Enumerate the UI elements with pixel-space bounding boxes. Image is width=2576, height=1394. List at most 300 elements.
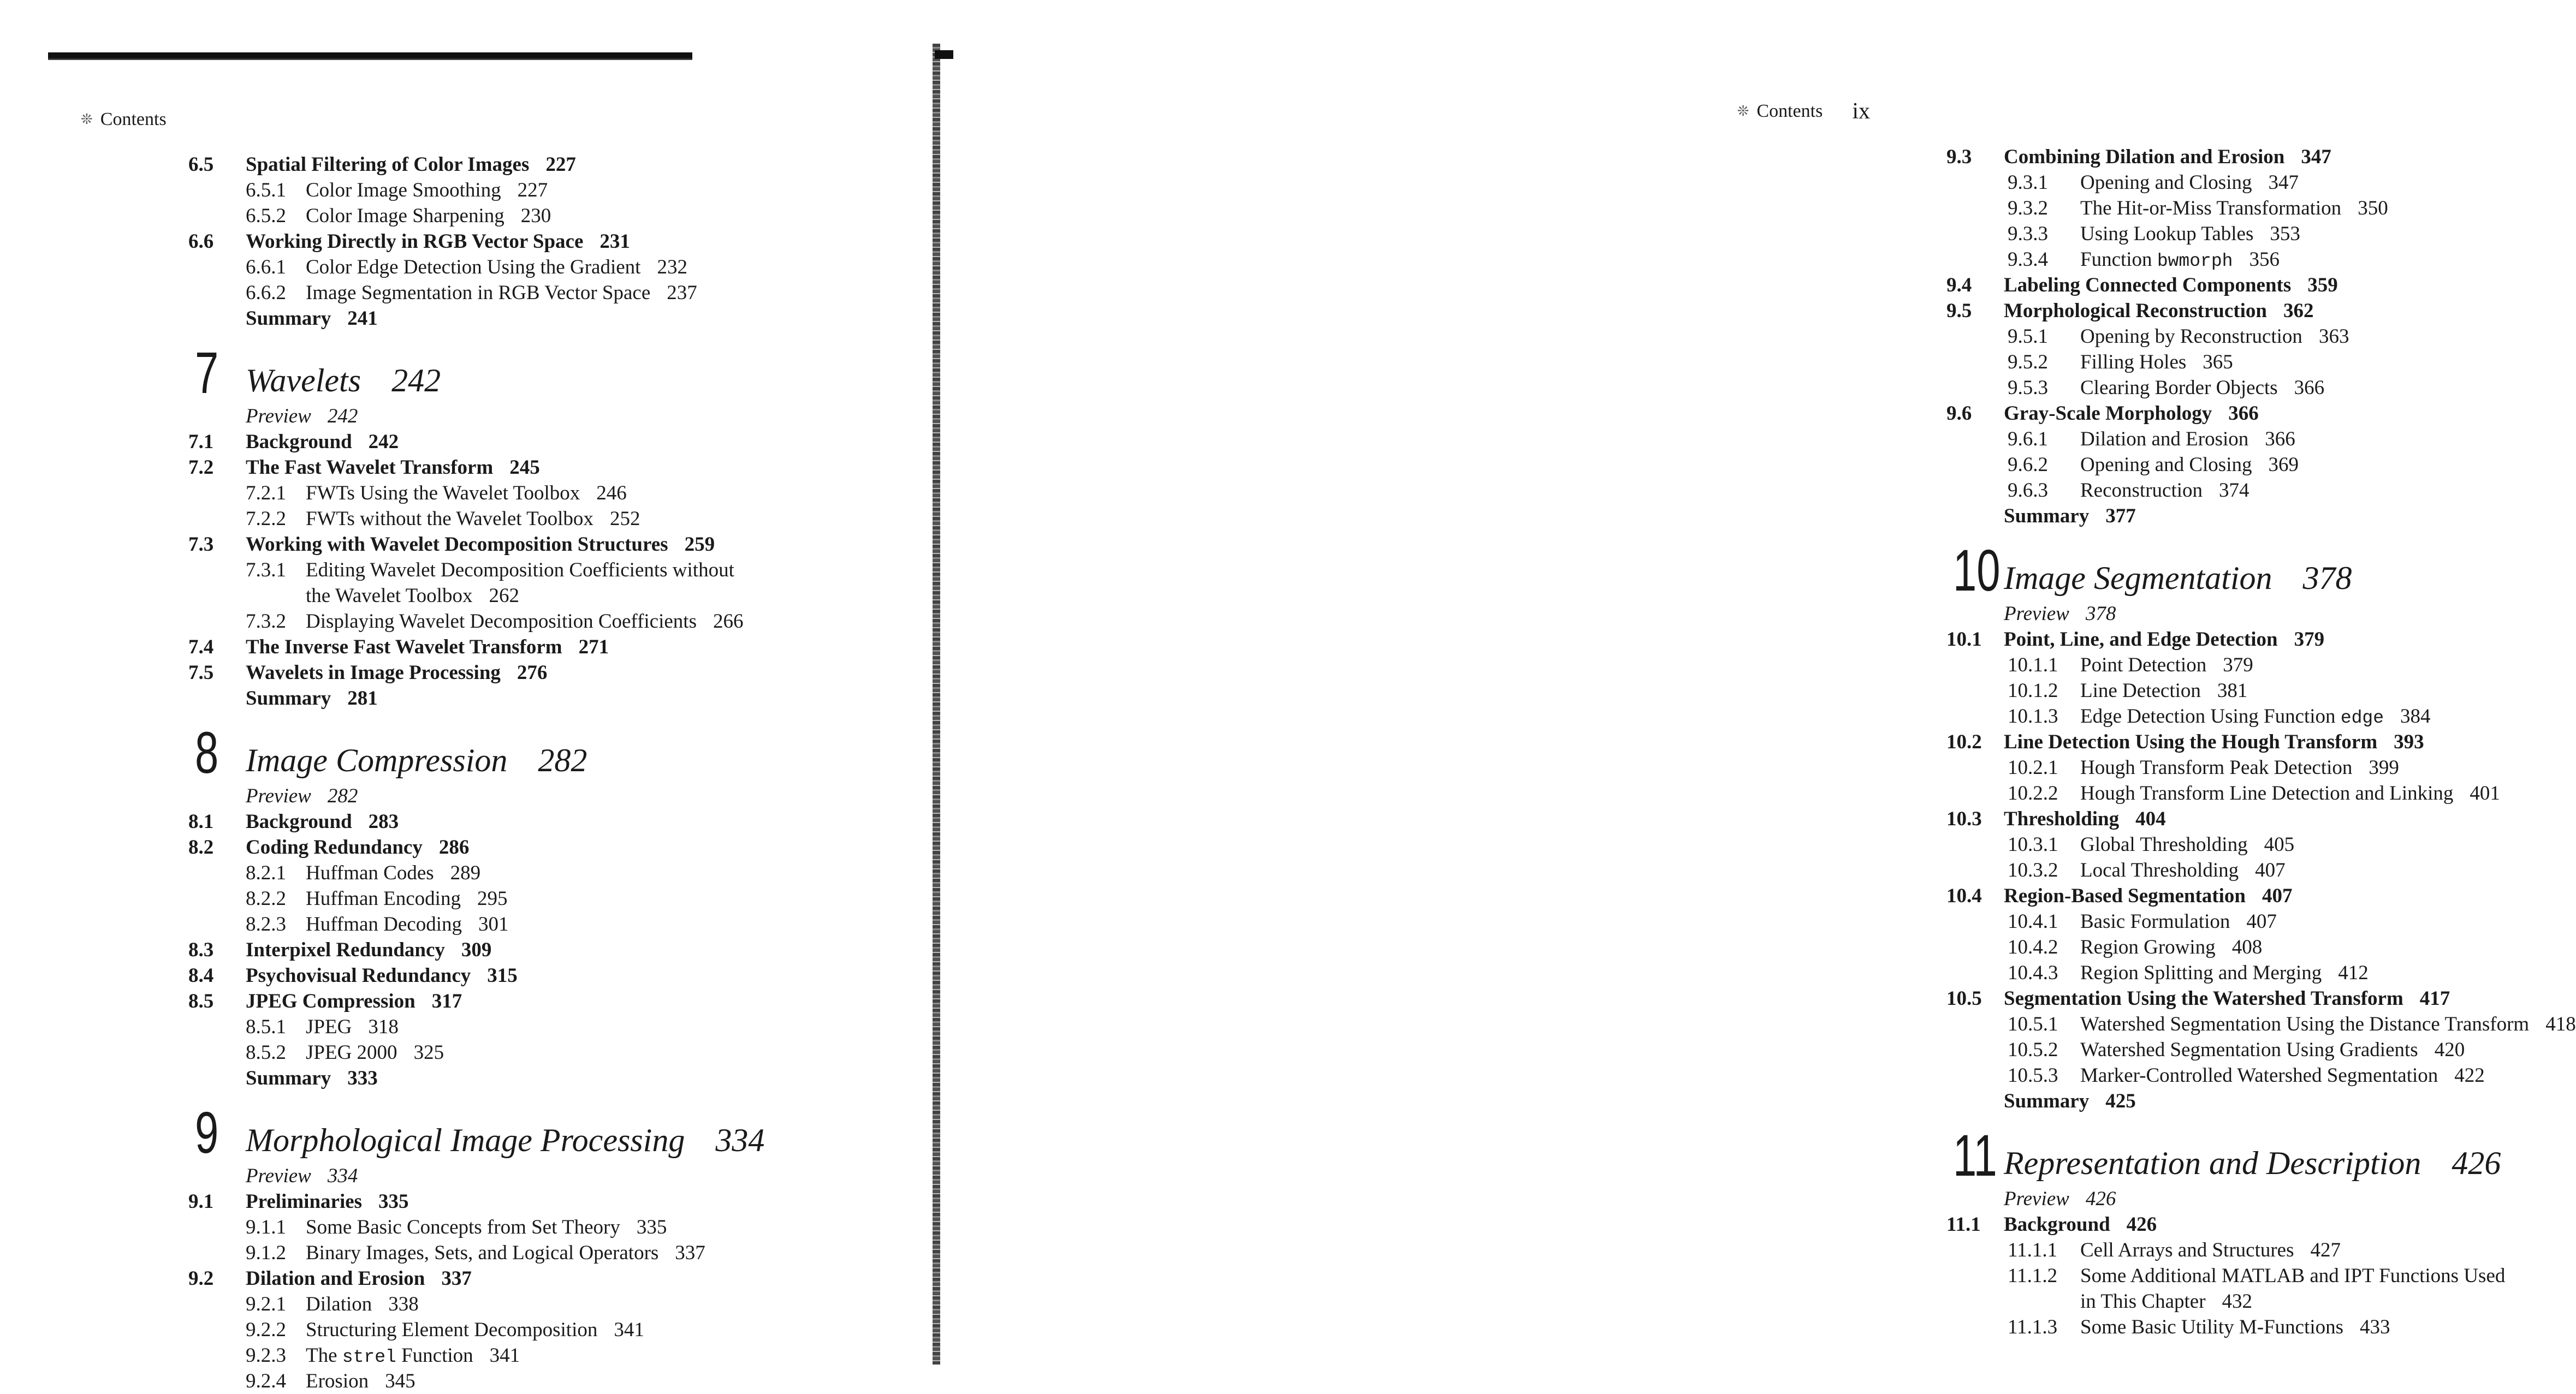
section-number: 11.1.3 xyxy=(2008,1316,2058,1338)
section-number: 8.5.2 xyxy=(246,1041,286,1064)
section-title-text: Working with Wavelet Decomposition Structures xyxy=(246,533,668,556)
section-title-text: Erosion xyxy=(306,1370,369,1392)
page-number: 359 xyxy=(2307,274,2338,296)
section-title xyxy=(246,1163,358,1189)
section-title xyxy=(2080,1011,2576,1037)
ornament-icon: ❊ xyxy=(1737,103,1749,119)
section-title xyxy=(246,1189,409,1214)
page-number: 418 xyxy=(2545,1013,2576,1035)
section-number: 11.1 xyxy=(1946,1213,1981,1236)
section-title-text: Dilation xyxy=(306,1293,372,1315)
section-title xyxy=(2004,627,2324,652)
section-title xyxy=(306,583,519,609)
running-head-label: Contents xyxy=(1756,101,1823,121)
code-name: strel xyxy=(342,1347,396,1367)
section-title xyxy=(2080,909,2277,934)
section-title xyxy=(2004,144,2331,170)
section-title xyxy=(2080,375,2324,401)
section-title-text: Dilation and Erosion xyxy=(246,1267,425,1290)
section-title xyxy=(246,835,469,860)
page-number: 227 xyxy=(517,179,548,201)
section-title-text: Some Basic Utility M-Functions xyxy=(2080,1316,2344,1338)
page-number: 318 xyxy=(368,1016,399,1038)
page-number: 242 xyxy=(327,405,358,427)
section-number: 7.3.1 xyxy=(246,559,286,581)
page-number: 262 xyxy=(489,585,519,607)
section-title xyxy=(246,634,609,660)
section-title xyxy=(2004,883,2292,909)
section-title xyxy=(246,152,576,177)
chapter-title-text: Image Compression xyxy=(246,742,508,778)
section-title-text: Dilation and Erosion xyxy=(2080,428,2249,450)
page-number: 401 xyxy=(2470,782,2500,805)
page-number: 377 xyxy=(2105,505,2136,527)
page-number: 341 xyxy=(489,1344,520,1367)
page-number: 425 xyxy=(2105,1090,2136,1112)
section-title xyxy=(2004,806,2166,832)
section-title-text: Huffman Codes xyxy=(306,862,434,884)
section-title-text: Using Lookup Tables xyxy=(2080,223,2254,245)
chapter-title-text: Morphological Image Processing xyxy=(246,1122,685,1158)
section-title-text: Interpixel Redundancy xyxy=(246,939,445,961)
section-title xyxy=(246,783,358,809)
section-title xyxy=(306,1040,444,1065)
section-title-text: Marker-Controlled Watershed Segmentation xyxy=(2080,1064,2438,1087)
section-title-text: Huffman Encoding xyxy=(306,887,461,910)
section-title xyxy=(306,177,548,203)
section-number: 6.5.2 xyxy=(246,205,286,227)
page-number: 369 xyxy=(2268,454,2299,476)
page-number: 231 xyxy=(600,230,630,253)
section-number: 8.4 xyxy=(188,964,214,987)
section-title xyxy=(2080,832,2294,857)
section-number: 10.5.1 xyxy=(2008,1013,2058,1035)
section-number: 9.5.2 xyxy=(2008,351,2048,373)
chapter-number: 10 xyxy=(1953,537,2001,603)
chapter-title xyxy=(246,1118,764,1162)
section-number: 10.1.2 xyxy=(2008,680,2058,702)
section-title xyxy=(246,229,630,254)
section-title-text: Structuring Element Decomposition xyxy=(306,1319,598,1341)
section-title xyxy=(2004,503,2136,529)
page-number: 286 xyxy=(438,836,470,859)
section-number: 7.2.2 xyxy=(246,508,286,530)
section-title xyxy=(306,480,627,506)
section-number: 10.5 xyxy=(1946,987,1982,1010)
chapter-number: 8 xyxy=(195,719,219,785)
page-number: 237 xyxy=(667,282,697,304)
section-title-text: Watershed Segmentation Using Gradients xyxy=(2080,1039,2418,1061)
section-title-text: Combining Dilation and Erosion xyxy=(2004,146,2285,168)
section-title-text: Preview xyxy=(246,1165,311,1187)
page-number: 378 xyxy=(2085,603,2116,625)
section-title-text: Function xyxy=(2080,248,2152,271)
section-title xyxy=(246,1065,378,1091)
page-number: 334 xyxy=(327,1165,358,1187)
section-title-text: Background xyxy=(246,431,352,453)
section-number: 10.5.2 xyxy=(2008,1039,2058,1061)
chapter-title-text: Wavelets xyxy=(246,362,361,398)
page-number: 381 xyxy=(2217,680,2248,702)
section-title-text: Region Growing xyxy=(2080,936,2216,958)
section-title xyxy=(246,937,491,963)
section-title xyxy=(2080,221,2300,247)
section-number: 9.1 xyxy=(188,1190,214,1213)
page-number: 276 xyxy=(517,662,548,684)
chapter-number: 9 xyxy=(195,1099,219,1165)
chapter-number: 11 xyxy=(1953,1122,1997,1188)
section-number: 6.6.2 xyxy=(246,282,286,304)
section-title xyxy=(306,506,640,532)
page-number: 404 xyxy=(2135,808,2166,830)
page-number: 266 xyxy=(713,610,744,633)
section-title xyxy=(306,1343,520,1370)
section-title xyxy=(2080,426,2295,452)
page-number: 427 xyxy=(2310,1239,2341,1261)
section-number: 10.5.3 xyxy=(2008,1064,2058,1087)
section-title xyxy=(306,254,687,280)
page-number: 407 xyxy=(2246,910,2277,933)
page-number: 341 xyxy=(614,1319,644,1341)
section-number: 6.6 xyxy=(188,230,214,253)
page-gutter xyxy=(933,44,940,1365)
page-number: 426 xyxy=(2126,1213,2157,1236)
page-number: 241 xyxy=(347,307,378,330)
section-title-text: The xyxy=(306,1344,337,1367)
page-folio: ix xyxy=(1852,99,1870,124)
section-title-text: Preview xyxy=(2004,1188,2069,1210)
section-number: 9.3 xyxy=(1946,146,1972,168)
page-number: 335 xyxy=(378,1190,409,1213)
section-number: 9.3.3 xyxy=(2008,223,2048,245)
section-title-text: Edge Detection Using Function xyxy=(2080,705,2336,728)
page-number: 366 xyxy=(2294,377,2325,399)
section-title-text: FWTs without the Wavelet Toolbox xyxy=(306,508,593,530)
section-number: 9.3.1 xyxy=(2008,171,2048,194)
section-title-text: Background xyxy=(2004,1213,2110,1236)
section-title-text: FWTs Using the Wavelet Toolbox xyxy=(306,482,580,504)
section-number: 10.2.2 xyxy=(2008,782,2058,805)
section-number: 7.3 xyxy=(188,533,214,556)
page-number: 325 xyxy=(413,1041,444,1064)
chapter-title xyxy=(2004,556,2352,600)
section-title xyxy=(2080,704,2431,731)
page-number: 366 xyxy=(2265,428,2295,450)
ornament-icon: ❊ xyxy=(81,111,93,127)
section-title xyxy=(306,1240,705,1266)
page-number: 420 xyxy=(2434,1039,2465,1061)
page-number: 283 xyxy=(368,811,399,833)
page-number: 412 xyxy=(2338,962,2369,984)
section-number: 9.1.2 xyxy=(246,1242,286,1264)
section-title-text: Opening and Closing xyxy=(2080,171,2252,194)
section-title-text: Summary xyxy=(246,687,331,710)
section-number: 7.4 xyxy=(188,636,214,658)
section-number: 10.1.3 xyxy=(2008,705,2058,728)
section-title-text: Opening and Closing xyxy=(2080,454,2252,476)
section-title xyxy=(2080,678,2247,704)
chapter-page-number: 426 xyxy=(2452,1145,2501,1181)
section-title-text: in This Chapter xyxy=(2080,1290,2206,1313)
section-title-text: Preview xyxy=(246,785,311,807)
section-number: 9.2.4 xyxy=(246,1370,286,1392)
section-title-text: Segmentation Using the Watershed Transform xyxy=(2004,987,2403,1010)
page-number: 242 xyxy=(368,431,399,453)
section-title-text: Some Basic Concepts from Set Theory xyxy=(306,1216,620,1238)
section-title-text: Preview xyxy=(246,405,311,427)
section-number: 8.2.1 xyxy=(246,862,286,884)
page-number: 282 xyxy=(327,785,358,807)
page-number: 365 xyxy=(2203,351,2233,373)
section-title-text: Working Directly in RGB Vector Space xyxy=(246,230,584,253)
section-number: 9.2 xyxy=(188,1267,214,1290)
section-number: 10.4.3 xyxy=(2008,962,2058,984)
section-number: 11.1.1 xyxy=(2008,1239,2058,1261)
page-number: 232 xyxy=(657,256,687,278)
section-title xyxy=(2080,652,2253,678)
chapter-title xyxy=(246,359,441,402)
section-title xyxy=(2080,452,2299,478)
page-number: 408 xyxy=(2231,936,2263,958)
page-number: 301 xyxy=(478,913,509,936)
section-title xyxy=(2080,170,2299,195)
section-title-text: Point, Line, and Edge Detection xyxy=(2004,628,2278,651)
section-title-text: Thresholding xyxy=(2004,808,2120,830)
chapter-number: 7 xyxy=(195,339,219,406)
section-number: 9.6.2 xyxy=(2008,454,2048,476)
section-title-text: Line Detection Using the Hough Transform xyxy=(2004,731,2378,753)
page-number: 366 xyxy=(2228,402,2259,425)
section-title xyxy=(2080,1314,2390,1340)
section-title xyxy=(2080,324,2349,349)
section-title xyxy=(306,886,507,912)
chapter-page-number: 334 xyxy=(715,1122,765,1158)
section-title xyxy=(2004,729,2424,755)
section-title-text: Color Edge Detection Using the Gradient xyxy=(306,256,641,278)
page-number: 345 xyxy=(385,1370,416,1392)
section-title xyxy=(2080,857,2286,883)
section-title xyxy=(306,1368,416,1394)
section-title-text: Preview xyxy=(2004,603,2069,625)
section-title xyxy=(306,860,480,886)
section-title-text: Watershed Segmentation Using the Distance Transform xyxy=(2080,1013,2530,1035)
section-number: 9.5.1 xyxy=(2008,325,2048,348)
page-number: 384 xyxy=(2400,705,2431,728)
section-number: 11.1.2 xyxy=(2008,1265,2058,1287)
section-title xyxy=(2080,195,2388,221)
section-title xyxy=(246,403,358,429)
page-number: 353 xyxy=(2270,223,2300,245)
section-title-text: Hough Transform Line Detection and Linking xyxy=(2080,782,2454,805)
section-number: 8.2.3 xyxy=(246,913,286,936)
section-title-text: Psychovisual Redundancy xyxy=(246,964,471,987)
section-title-text: Displaying Wavelet Decomposition Coefficients xyxy=(306,610,697,633)
page-number: 393 xyxy=(2394,731,2424,753)
section-title-text: Labeling Connected Components xyxy=(2004,274,2292,296)
page-number: 259 xyxy=(684,533,715,556)
section-number: 10.4 xyxy=(1946,885,1982,907)
section-number: 9.6 xyxy=(1946,402,1972,425)
section-number: 10.3.2 xyxy=(2008,859,2058,881)
section-title xyxy=(246,455,540,480)
section-title xyxy=(246,306,378,331)
running-head-left xyxy=(81,109,167,130)
section-title-text: Color Image Sharpening xyxy=(306,205,504,227)
chapter-page-number: 378 xyxy=(2302,560,2352,596)
section-title xyxy=(2004,1088,2136,1114)
page-number: 433 xyxy=(2360,1316,2390,1338)
section-title xyxy=(2080,1063,2485,1088)
section-title xyxy=(306,912,509,937)
section-number: 8.1 xyxy=(188,811,214,833)
section-number: 10.1 xyxy=(1946,628,1982,651)
section-number: 10.4.2 xyxy=(2008,936,2058,958)
page-number: 252 xyxy=(609,508,640,530)
page-number: 246 xyxy=(596,482,627,504)
section-title xyxy=(2080,960,2369,986)
section-title xyxy=(246,988,462,1014)
section-title xyxy=(2080,478,2249,503)
section-title xyxy=(246,429,399,455)
page-number: 289 xyxy=(450,862,481,884)
section-title-text: JPEG 2000 xyxy=(306,1041,397,1064)
right-page xyxy=(950,0,2576,1362)
section-number: 10.3.1 xyxy=(2008,833,2058,856)
page-number: 363 xyxy=(2318,325,2349,348)
chapter-page-number: 282 xyxy=(538,742,587,778)
section-title-text: Region-Based Segmentation xyxy=(2004,885,2246,907)
section-title-text: Editing Wavelet Decomposition Coefficients without xyxy=(306,559,734,581)
section-title-text: Spatial Filtering of Color Images xyxy=(246,153,530,176)
section-number: 9.5 xyxy=(1946,300,1972,322)
section-title-text: Local Thresholding xyxy=(2080,859,2239,881)
section-title-text: Some Additional MATLAB and IPT Functions Used xyxy=(2080,1265,2506,1287)
page-number: 362 xyxy=(2283,300,2314,322)
running-head-right xyxy=(1737,98,1870,124)
page-number: 271 xyxy=(578,636,609,658)
page-number: 347 xyxy=(2301,146,2331,168)
page-number: 281 xyxy=(347,687,378,710)
page-number: 422 xyxy=(2454,1064,2485,1087)
section-title xyxy=(2080,1263,2505,1289)
section-number: 8.3 xyxy=(188,939,214,961)
section-title-text: The Inverse Fast Wavelet Transform xyxy=(246,636,562,658)
section-title-text: Summary xyxy=(2004,505,2090,527)
section-title xyxy=(306,203,551,229)
page-number: 295 xyxy=(477,887,508,910)
page-number: 407 xyxy=(2255,859,2286,881)
section-title-text: Global Thresholding xyxy=(2080,833,2248,856)
section-title xyxy=(306,1014,399,1040)
page-number: 337 xyxy=(441,1267,472,1290)
section-title xyxy=(306,1317,644,1343)
section-title xyxy=(306,1214,667,1240)
section-number: 10.2.1 xyxy=(2008,756,2058,779)
left-page xyxy=(0,0,928,1392)
section-title xyxy=(306,557,734,583)
section-number: 7.1 xyxy=(188,431,214,453)
page-number: 245 xyxy=(509,456,540,479)
section-title xyxy=(306,1291,419,1317)
page-number: 432 xyxy=(2222,1290,2253,1313)
section-title-text: Reconstruction xyxy=(2080,479,2203,502)
code-name: bwmorph xyxy=(2157,251,2233,271)
code-name: edge xyxy=(2340,708,2384,728)
section-title xyxy=(246,660,547,686)
section-title-text: Binary Images, Sets, and Logical Operators xyxy=(306,1242,659,1264)
page-number: 309 xyxy=(461,939,492,961)
section-title-text: Huffman Decoding xyxy=(306,913,462,936)
section-title-text: Cell Arrays and Structures xyxy=(2080,1239,2294,1261)
section-title-text: Point Detection xyxy=(2080,654,2207,676)
section-number: 9.6.1 xyxy=(2008,428,2048,450)
section-title-text: Filling Holes xyxy=(2080,351,2187,373)
section-number: 6.5 xyxy=(188,153,214,176)
section-number: 10.4.1 xyxy=(2008,910,2058,933)
section-title xyxy=(2080,781,2500,806)
page-number: 317 xyxy=(431,990,462,1012)
section-title-text: Morphological Reconstruction xyxy=(2004,300,2267,322)
section-title xyxy=(246,1266,472,1291)
section-number: 9.3.4 xyxy=(2008,248,2048,271)
section-title-text: JPEG Compression xyxy=(246,990,416,1012)
section-title xyxy=(2004,1212,2157,1237)
section-title-text: The Fast Wavelet Transform xyxy=(246,456,494,479)
top-rule xyxy=(48,52,692,60)
section-number: 7.2 xyxy=(188,456,214,479)
section-title xyxy=(246,532,715,557)
page-number: 426 xyxy=(2085,1188,2116,1210)
page-number: 417 xyxy=(2419,987,2450,1010)
page-number: 333 xyxy=(347,1067,378,1089)
section-number: 8.5.1 xyxy=(246,1016,286,1038)
section-title-text: Coding Redundancy xyxy=(246,836,423,859)
section-title xyxy=(306,609,744,634)
page-number: 337 xyxy=(675,1242,705,1264)
section-title xyxy=(2004,272,2338,298)
section-number: 6.6.1 xyxy=(246,256,286,278)
section-title-text: Wavelets in Image Processing xyxy=(246,662,501,684)
section-title xyxy=(2004,401,2259,426)
section-title-text: Region Splitting and Merging xyxy=(2080,962,2322,984)
section-number: 10.3 xyxy=(1946,808,1982,830)
section-title xyxy=(2080,1237,2341,1263)
section-number: 6.5.1 xyxy=(246,179,286,201)
section-number: 10.2 xyxy=(1946,731,1982,753)
section-title-text: Clearing Border Objects xyxy=(2080,377,2278,399)
page-number: 405 xyxy=(2264,833,2295,856)
section-number: 7.3.2 xyxy=(246,610,286,633)
section-title xyxy=(2004,601,2116,627)
section-number: 9.6.3 xyxy=(2008,479,2048,502)
page-number: 407 xyxy=(2262,885,2293,907)
section-title xyxy=(246,809,399,835)
page-number: 338 xyxy=(388,1293,419,1315)
section-title xyxy=(306,280,697,306)
section-number: 10.1.1 xyxy=(2008,654,2058,676)
page-number: 350 xyxy=(2358,197,2388,219)
page-number: 356 xyxy=(2249,248,2280,271)
page-number: 315 xyxy=(487,964,518,987)
section-title-text: the Wavelet Toolbox xyxy=(306,585,473,607)
chapter-title xyxy=(2004,1141,2501,1185)
section-title xyxy=(246,686,378,711)
section-title-text: Summary xyxy=(246,1067,331,1089)
chapter-title-text: Representation and Description xyxy=(2004,1145,2421,1181)
section-title xyxy=(2080,755,2399,781)
section-number: 9.2.2 xyxy=(246,1319,286,1341)
section-number: 9.1.1 xyxy=(246,1216,286,1238)
